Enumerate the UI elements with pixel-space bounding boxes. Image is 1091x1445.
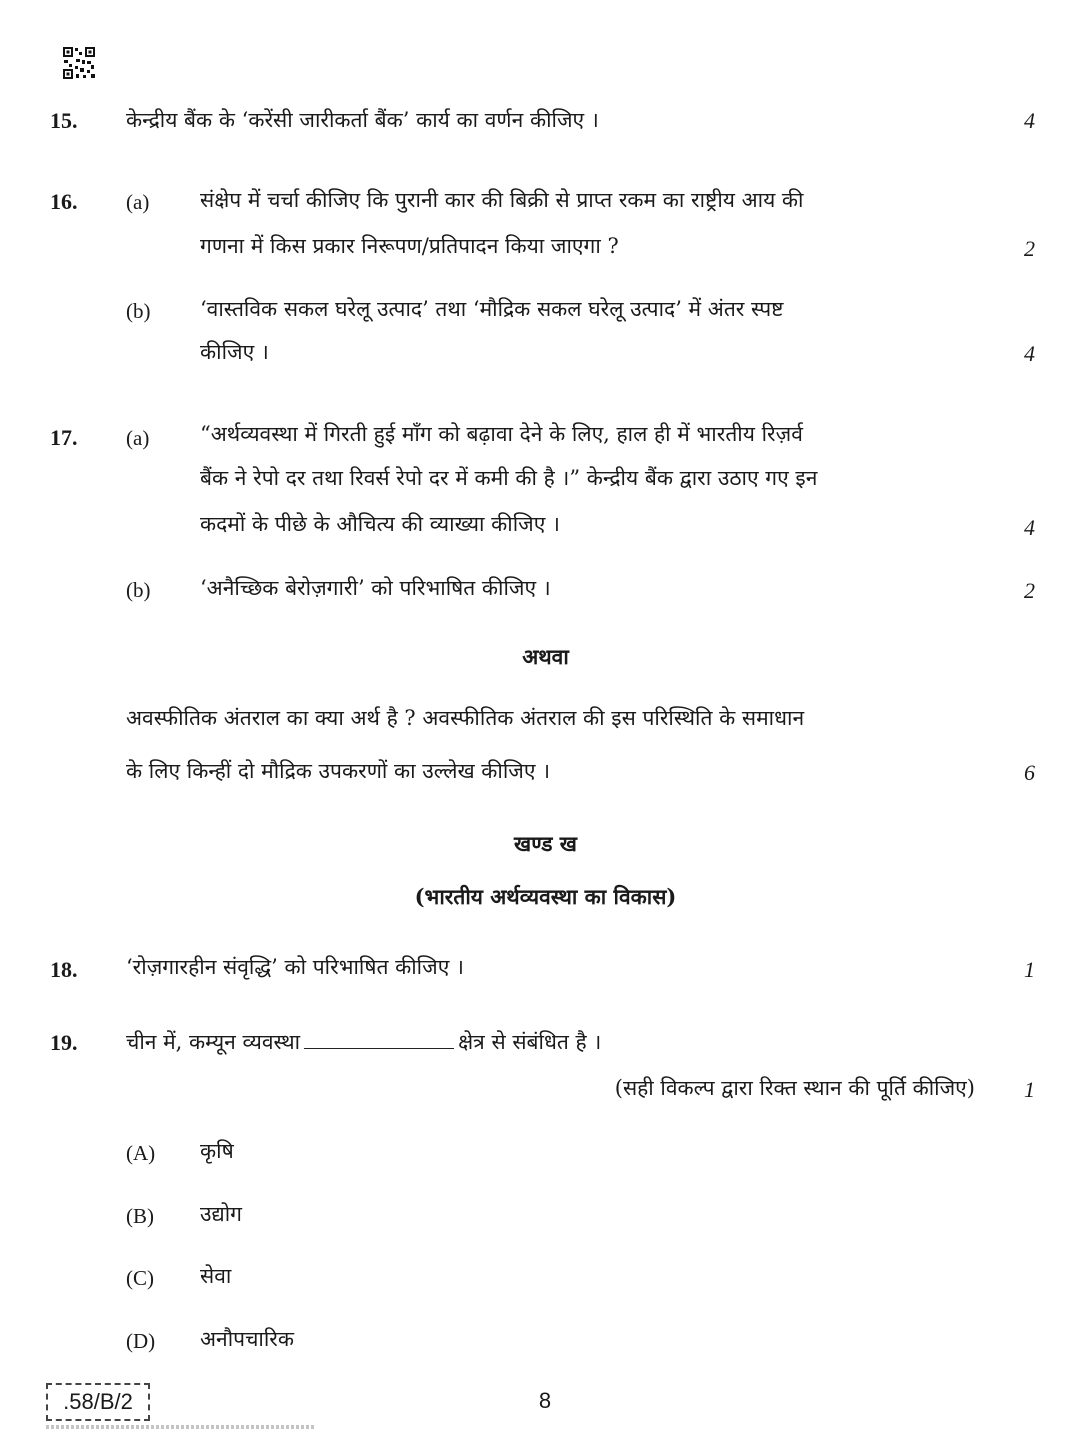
qr-code-icon (62, 46, 96, 80)
option-d-label: (D) (126, 1329, 156, 1353)
question-17-or-line2: के लिए किन्हीं दो मौद्रिक उपकरणों का उल्लेख कीजिए । (126, 759, 551, 783)
question-16b-line2: कीजिए । (200, 340, 269, 364)
question-17a-line3: कदमों के पीछे के औचित्य की व्याख्या कीजिए । (200, 512, 560, 536)
option-b-text: उद्योग (200, 1202, 242, 1226)
fill-in-blank (304, 1030, 454, 1049)
question-17a-label: (a) (126, 426, 150, 450)
footer-microtext (46, 1425, 314, 1429)
question-17a-line1: “अर्थव्यवस्था में गिरती हुई माँग को बढ़ावा देने के लिए, हाल ही में भारतीय रिज़र्व (200, 422, 803, 446)
option-c-label: (C) (126, 1266, 154, 1290)
question-number-16: 16. (50, 189, 78, 214)
question-16a-line1: संक्षेप में चर्चा कीजिए कि पुरानी कार की बिक्री से प्राप्त रकम का राष्ट्रीय आय की (200, 188, 804, 212)
question-17b-label: (b) (126, 578, 151, 602)
section-subtitle: (भारतीय अर्थव्यवस्था का विकास) (414, 884, 677, 909)
question-19-text-before: चीन में, कम्यून व्यवस्था (126, 1030, 301, 1054)
question-16b-line1: ‘वास्तविक सकल घरेलू उत्पाद’ तथा ‘मौद्रिक सकल घरेलू उत्पाद’ में अंतर स्पष्ट (200, 297, 784, 321)
question-17b-text: ‘अनैच्छिक बेरोज़गारी’ को परिभाषित कीजिए । (200, 576, 551, 600)
option-d-text: अनौपचारिक (200, 1327, 294, 1351)
option-a-label: (A) (126, 1141, 156, 1165)
question-15-marks: 4 (1024, 108, 1035, 133)
section-title: खण्ड ख (514, 831, 577, 856)
question-19-instruction: (सही विकल्प द्वारा रिक्त स्थान की पूर्ति कीजिए) (614, 1076, 975, 1100)
question-number-17: 17. (50, 425, 78, 450)
paper-code: .58/B/2 (46, 1383, 150, 1421)
question-16b-label: (b) (126, 299, 151, 323)
page-number: 8 (538, 1388, 552, 1413)
question-16b-marks: 4 (1024, 341, 1035, 366)
question-15-text: केन्द्रीय बैंक के ‘करेंसी जारीकर्ता बैंक’ कार्य का वर्णन कीजिए । (126, 108, 599, 132)
question-number-19: 19. (50, 1030, 78, 1055)
question-17b-marks: 2 (1024, 578, 1035, 603)
or-separator: अथवा (522, 644, 569, 669)
option-b-label: (B) (126, 1204, 154, 1228)
question-18-text: ‘रोज़गारहीन संवृद्धि’ को परिभाषित कीजिए । (126, 955, 464, 979)
question-18-marks: 1 (1024, 957, 1035, 982)
question-19-text-after: क्षेत्र से संबंधित है । (458, 1030, 602, 1054)
question-19-marks: 1 (1024, 1077, 1035, 1102)
option-c-text: सेवा (200, 1264, 232, 1288)
question-number-15: 15. (50, 108, 78, 133)
question-19-text (126, 1030, 601, 1053)
question-17a-marks: 4 (1024, 515, 1035, 540)
question-16a-line2: गणना में किस प्रकार निरूपण/प्रतिपादन किया जाएगा ? (200, 234, 619, 258)
question-16a-label: (a) (126, 190, 150, 214)
question-17a-line2: बैंक ने रेपो दर तथा रिवर्स रेपो दर में कमी की है ।” केन्द्रीय बैंक द्वारा उठाए गए इन (200, 466, 818, 490)
option-a-text: कृषि (200, 1139, 234, 1163)
question-17-or-line1: अवस्फीतिक अंतराल का क्या अर्थ है ? अवस्फीतिक अंतराल की इस परिस्थिति के समाधान (126, 706, 805, 730)
question-number-18: 18. (50, 957, 78, 982)
question-16a-marks: 2 (1024, 236, 1035, 261)
question-17-or-marks: 6 (1024, 760, 1035, 785)
